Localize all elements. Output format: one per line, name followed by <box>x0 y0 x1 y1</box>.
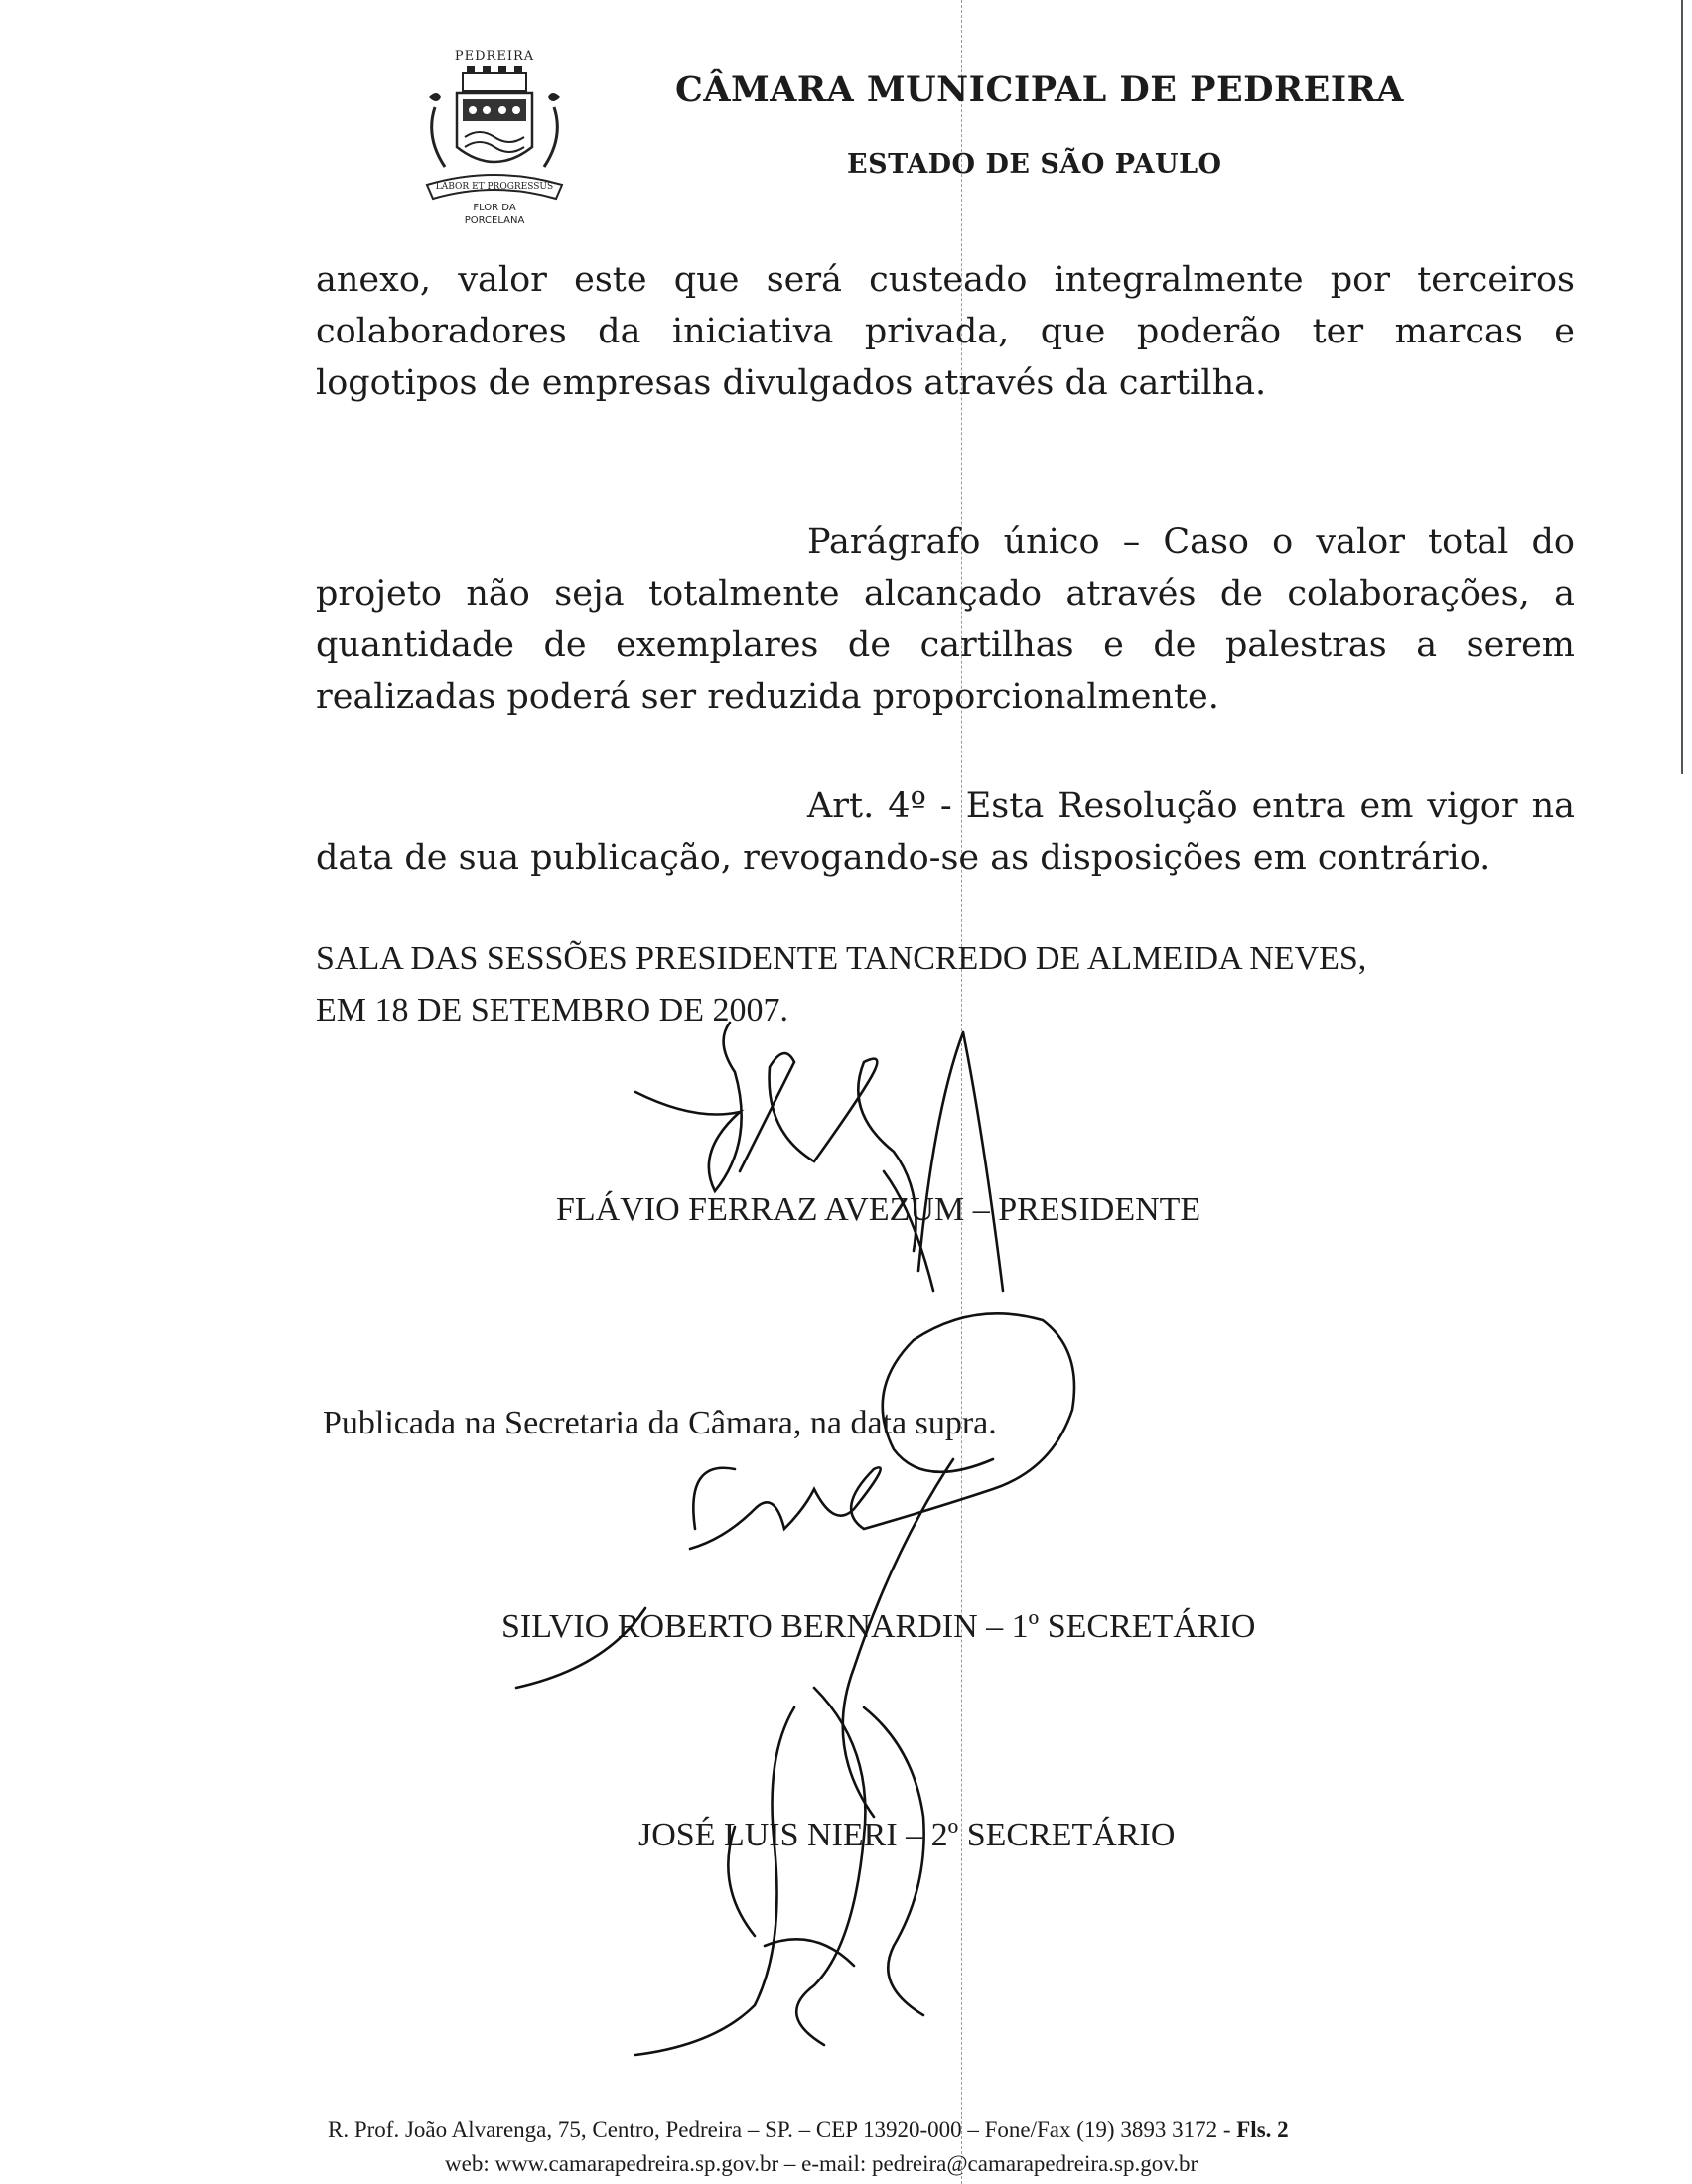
crest-motto: LABOR ET PROGRESSUS <box>435 182 554 192</box>
page-subtitle: ESTADO DE SÃO PAULO <box>847 149 1222 180</box>
first-secretary-signature-line: SILVIO ROBERTO BERNARDIN – 1º SECRETÁRIO <box>501 1608 1256 1645</box>
president-signature-line: FLÁVIO FERRAZ AVEZUM – PRESIDENTE <box>556 1191 1201 1228</box>
crest-bottom-text-2: PORCELANA <box>464 215 525 226</box>
footer-page-label: Fls. 2 <box>1236 2117 1289 2142</box>
crest-bottom-text-1: FLOR DA <box>473 203 516 213</box>
second-secretary-signature-mark <box>635 1688 924 2055</box>
crest-top-text: PEDREIRA <box>454 49 535 64</box>
body-paragraph-2: Parágrafo único – Caso o valor total do projeto não seja totalmente alcançado através de colaborações, a quantidade de exemplares de cartilhas e de palestras a serem realizadas poderá ser reduzida proporcionalmente. <box>316 522 1575 717</box>
page-title: CÂMARA MUNICIPAL DE PEDREIRA <box>675 69 1404 110</box>
second-secretary-signature-line: JOSÉ LUIS NIERI – 2º SECRETÁRIO <box>638 1817 1176 1853</box>
municipal-crest <box>415 38 574 236</box>
first-secretary-signature-mark <box>516 1313 1074 1817</box>
crest-icon <box>415 38 574 236</box>
closing-block <box>316 933 1366 1036</box>
footer-address-line <box>328 2117 1289 2143</box>
president-signature-mark <box>635 1023 1003 1291</box>
closing-line-1: SALA DAS SESSÕES PRESIDENTE TANCREDO DE ALMEIDA NEVES, <box>316 940 1367 977</box>
closing-line-2: EM 18 DE SETEMBRO DE 2007. <box>316 992 788 1028</box>
published-note: Publicada na Secretaria da Câmara, na data supra. <box>323 1405 997 1441</box>
page-edge-shadow <box>1681 0 1683 774</box>
body-paragraph-3: Art. 4º - Esta Resolução entra em vigor na data de sua publicação, revogando-se as disposições em contrário. <box>316 786 1575 878</box>
body-paragraph-1: anexo, valor este que será custeado integralmente por terceiros colaboradores da iniciativa privada, que poderão ter marcas e logotipos de empresas divulgados através da cartilha. <box>316 260 1575 403</box>
footer-address: R. Prof. João Alvarenga, 75, Centro, Pedreira – SP. – CEP 13920-000 – Fone/Fax (19) 3893 3172 - <box>328 2117 1231 2142</box>
footer-web-line: web: www.camarapedreira.sp.gov.br – e-mail: pedreira@camarapedreira.sp.gov.br <box>445 2151 1198 2176</box>
